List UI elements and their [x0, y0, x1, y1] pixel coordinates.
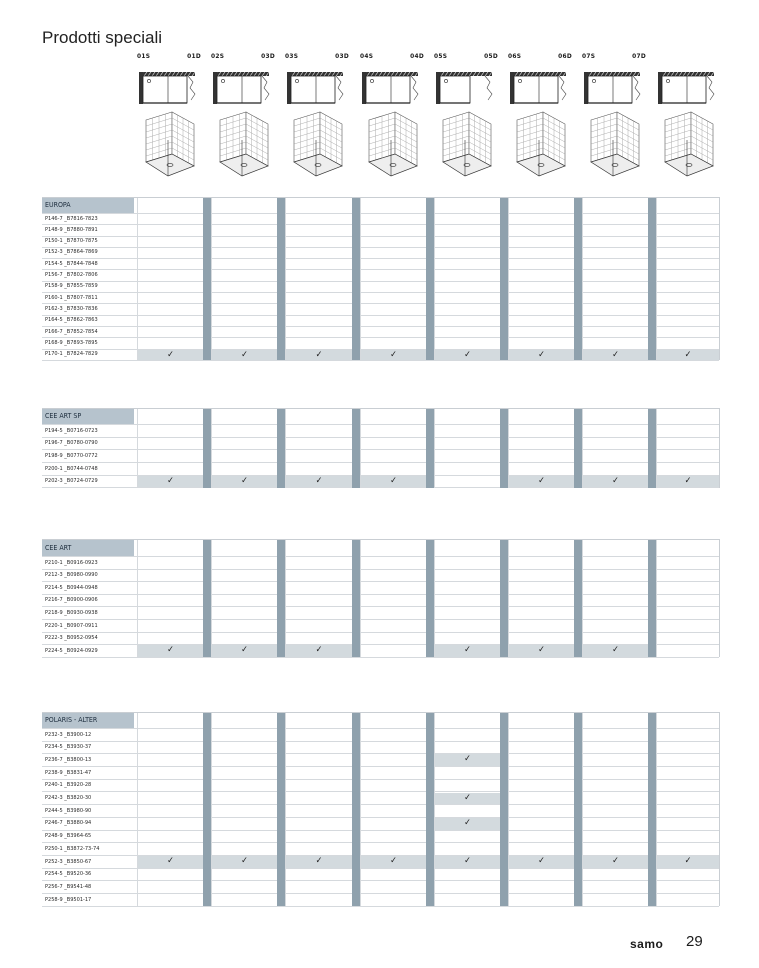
check-mark: ✓	[435, 350, 500, 360]
table-row	[42, 804, 719, 818]
table-row	[42, 437, 719, 451]
column-divider-bar	[500, 713, 508, 906]
table-row	[42, 753, 719, 767]
row-label: P216-7 _B0900-0906	[45, 597, 98, 604]
row-label: P156-7 _B7802-7806	[45, 272, 98, 278]
column-divider-bar	[352, 198, 360, 360]
header-row	[42, 540, 719, 557]
table-header: CEE ART	[42, 540, 134, 556]
row-label: P256-7 _B9541-48	[45, 883, 92, 890]
shower-enclosure-icon	[286, 110, 346, 180]
row-label: P194-5 _B0716-0723	[45, 427, 98, 434]
config-codes	[582, 52, 646, 62]
table-row	[42, 741, 719, 755]
table-header: CEE ART SP	[42, 409, 134, 424]
config-3	[285, 52, 349, 184]
check-mark: ✓	[286, 350, 352, 360]
row-label: P148-9 _B7880-7891	[45, 226, 98, 233]
table-row	[42, 449, 719, 463]
config-code-left: 01S	[137, 52, 151, 60]
row-label: P154-5 _B7844-7848	[45, 260, 98, 267]
check-mark: ✓	[361, 856, 426, 868]
plan-view-icon	[138, 70, 198, 106]
compatibility-table	[42, 712, 720, 906]
table-row	[42, 766, 719, 780]
check-mark: ✓	[509, 476, 574, 488]
row-label: P212-3 _B0980-0990	[45, 572, 98, 579]
column-divider-bar	[648, 198, 656, 360]
check-mark: ✓	[435, 754, 500, 766]
shower-enclosure-icon	[657, 110, 717, 180]
column-divider-bar	[426, 540, 434, 657]
column-divider-bar	[352, 713, 360, 906]
plan-view-icon	[509, 70, 569, 106]
row-label: P168-9 _B7893-7895	[45, 339, 98, 346]
table-row	[42, 462, 719, 476]
table-row	[42, 842, 719, 856]
shower-enclosure-icon	[583, 110, 643, 180]
config-codes	[137, 52, 201, 62]
row-label: P196-7 _B0780-0790	[45, 440, 98, 447]
column-divider-bar	[574, 540, 582, 657]
plan-view-icon	[583, 70, 643, 106]
check-mark: ✓	[286, 856, 352, 868]
table-row	[42, 556, 719, 570]
row-label: P200-1 _B0744-0748	[45, 465, 98, 472]
column-divider-bar	[426, 713, 434, 906]
column-divider-bar	[574, 409, 582, 488]
page-number: 29	[686, 933, 703, 950]
row-label: P158-9 _B7855-7859	[45, 283, 98, 290]
row-label: P150-1 _B7870-7875	[45, 238, 98, 245]
plan-view-icon	[435, 70, 495, 106]
column-divider-bar	[277, 713, 285, 906]
row-label: P166-7 _B7852-7854	[45, 328, 98, 335]
plan-view-icon	[361, 70, 421, 106]
row-label: P198-9 _B0770-0772	[45, 452, 98, 459]
row-label: P258-9 _B9501-17	[45, 896, 92, 903]
row-label: P242-3 _B3820-30	[45, 795, 92, 801]
column-divider-bar	[648, 409, 656, 488]
brand-logo: samo	[630, 937, 664, 951]
row-label: P170-1 _B7824-7829	[45, 351, 98, 358]
table-row	[42, 893, 719, 907]
page-title: Prodotti speciali	[42, 28, 163, 47]
column-divider-bar	[574, 198, 582, 360]
table-row	[42, 868, 719, 882]
column-divider-bar	[203, 198, 211, 360]
check-mark: ✓	[286, 476, 352, 488]
check-mark: ✓	[657, 350, 719, 360]
table-row	[42, 619, 719, 633]
row-label: P252-3 _B3850-67	[45, 858, 92, 865]
config-code-left: 05S	[434, 52, 448, 60]
row-label: P236-7 _B3800-13	[45, 756, 92, 763]
table-row	[42, 581, 719, 595]
check-mark: ✓	[657, 476, 719, 488]
row-label: P210-1 _B0916-0923	[45, 559, 98, 566]
table-row	[42, 792, 719, 806]
config-codes	[211, 52, 275, 62]
check-mark: ✓	[509, 645, 574, 657]
column-divider-bar	[426, 409, 434, 488]
compatibility-table	[42, 197, 720, 360]
check-mark: ✓	[583, 856, 648, 868]
column-divider-bar	[203, 713, 211, 906]
check-mark: ✓	[361, 476, 426, 488]
check-mark: ✓	[138, 645, 203, 657]
check-mark: ✓	[138, 350, 203, 360]
table-row	[42, 779, 719, 793]
row-label: P152-3 _B7864-7869	[45, 249, 98, 256]
row-label: P218-9 _B0930-0938	[45, 609, 98, 616]
compatibility-table	[42, 408, 720, 488]
config-code-right: 03D	[335, 52, 349, 60]
header-row	[42, 713, 719, 729]
row-label: P234-5 _B3930-37	[45, 744, 92, 751]
row-label: P232-3 _B3900-12	[45, 731, 92, 738]
check-mark: ✓	[286, 645, 352, 657]
table-row	[42, 728, 719, 742]
shower-enclosure-icon	[361, 110, 421, 180]
config-code-left: 03S	[285, 52, 299, 60]
config-2	[211, 52, 275, 184]
check-mark: ✓	[583, 645, 648, 657]
row-label: P202-3 _B0724-0729	[45, 478, 98, 485]
table-row	[42, 880, 719, 894]
row-label: P244-5 _B3980-90	[45, 807, 92, 814]
config-code-right: 05D	[484, 52, 498, 60]
row-label: P250-1 _B3872-73-74	[45, 845, 100, 852]
table-row	[42, 569, 719, 583]
check-mark: ✓	[361, 350, 426, 360]
config-4	[360, 52, 424, 184]
shower-enclosure-icon	[435, 110, 495, 180]
check-mark: ✓	[583, 350, 648, 360]
check-mark: ✓	[212, 856, 277, 868]
row-label: P240-1 _B3920-28	[45, 782, 92, 789]
column-divider-bar	[352, 409, 360, 488]
config-codes	[508, 52, 572, 62]
row-label: P146-7 _B7816-7823	[45, 215, 98, 222]
config-code-right: 03D	[261, 52, 275, 60]
config-codes	[360, 52, 424, 62]
column-divider-bar	[500, 409, 508, 488]
check-mark: ✓	[435, 645, 500, 657]
row-label: P164-5 _B7862-7863	[45, 317, 98, 324]
table-header: EUROPA	[42, 198, 134, 213]
header-row	[42, 198, 719, 214]
config-6	[508, 52, 572, 184]
column-divider-bar	[648, 713, 656, 906]
config-8	[656, 52, 720, 184]
check-mark: ✓	[212, 645, 277, 657]
table-row	[42, 594, 719, 608]
table-row	[42, 424, 719, 438]
check-mark: ✓	[138, 856, 203, 868]
check-mark: ✓	[657, 856, 719, 868]
config-codes	[285, 52, 349, 62]
plan-view-icon	[657, 70, 717, 106]
config-codes	[434, 52, 498, 62]
table-row	[42, 606, 719, 620]
column-divider-bar	[352, 540, 360, 657]
config-code-right: 07D	[632, 52, 646, 60]
row-label: P238-9 _B3831-47	[45, 769, 92, 776]
table-header: POLARIS - ALTER	[42, 713, 134, 728]
column-divider-bar	[203, 409, 211, 488]
shower-enclosure-icon	[509, 110, 569, 180]
column-divider-bar	[203, 540, 211, 657]
check-mark: ✓	[435, 856, 500, 868]
plan-view-icon	[212, 70, 272, 106]
column-divider-bar	[277, 540, 285, 657]
table-row	[42, 830, 719, 844]
row-label: P214-5 _B0944-0948	[45, 584, 98, 591]
row-label: P246-7 _B3880-94	[45, 820, 92, 827]
config-code-right: 04D	[410, 52, 424, 60]
config-code-left: 04S	[360, 52, 374, 60]
shower-enclosure-icon	[212, 110, 272, 180]
header-row	[42, 409, 719, 425]
check-mark: ✓	[509, 856, 574, 868]
config-code-left: 02S	[211, 52, 225, 60]
config-code-left: 06S	[508, 52, 522, 60]
check-mark: ✓	[435, 793, 500, 805]
column-divider-bar	[648, 540, 656, 657]
check-mark: ✓	[509, 350, 574, 360]
config-code-right: 01D	[187, 52, 201, 60]
row-label: P160-1 _B7807-7811	[45, 294, 98, 301]
config-1	[137, 52, 201, 184]
config-codes	[656, 52, 720, 62]
column-divider-bar	[500, 198, 508, 360]
shower-enclosure-icon	[138, 110, 198, 180]
table-row	[42, 632, 719, 646]
config-code-right: 06D	[558, 52, 572, 60]
config-5	[434, 52, 498, 184]
column-divider-bar	[426, 198, 434, 360]
row-label: P224-5 _B0924-0929	[45, 647, 98, 654]
row-label: P220-1 _B0907-0911	[45, 622, 98, 629]
check-mark: ✓	[583, 476, 648, 488]
check-mark: ✓	[435, 818, 500, 830]
row-label: P254-5 _B9520-36	[45, 871, 92, 878]
check-mark: ✓	[212, 350, 277, 360]
plan-view-icon	[286, 70, 346, 106]
column-divider-bar	[500, 540, 508, 657]
column-divider-bar	[574, 713, 582, 906]
compatibility-table	[42, 539, 720, 657]
config-code-left: 07S	[582, 52, 596, 60]
row-label: P248-9 _B3964-65	[45, 833, 92, 840]
row-label: P162-3 _B7830-7836	[45, 305, 98, 312]
column-divider-bar	[277, 198, 285, 360]
check-mark: ✓	[138, 476, 203, 488]
table-row	[42, 817, 719, 831]
column-divider-bar	[277, 409, 285, 488]
row-label: P222-3 _B0952-0954	[45, 635, 98, 642]
check-mark: ✓	[212, 476, 277, 488]
config-7	[582, 52, 646, 184]
